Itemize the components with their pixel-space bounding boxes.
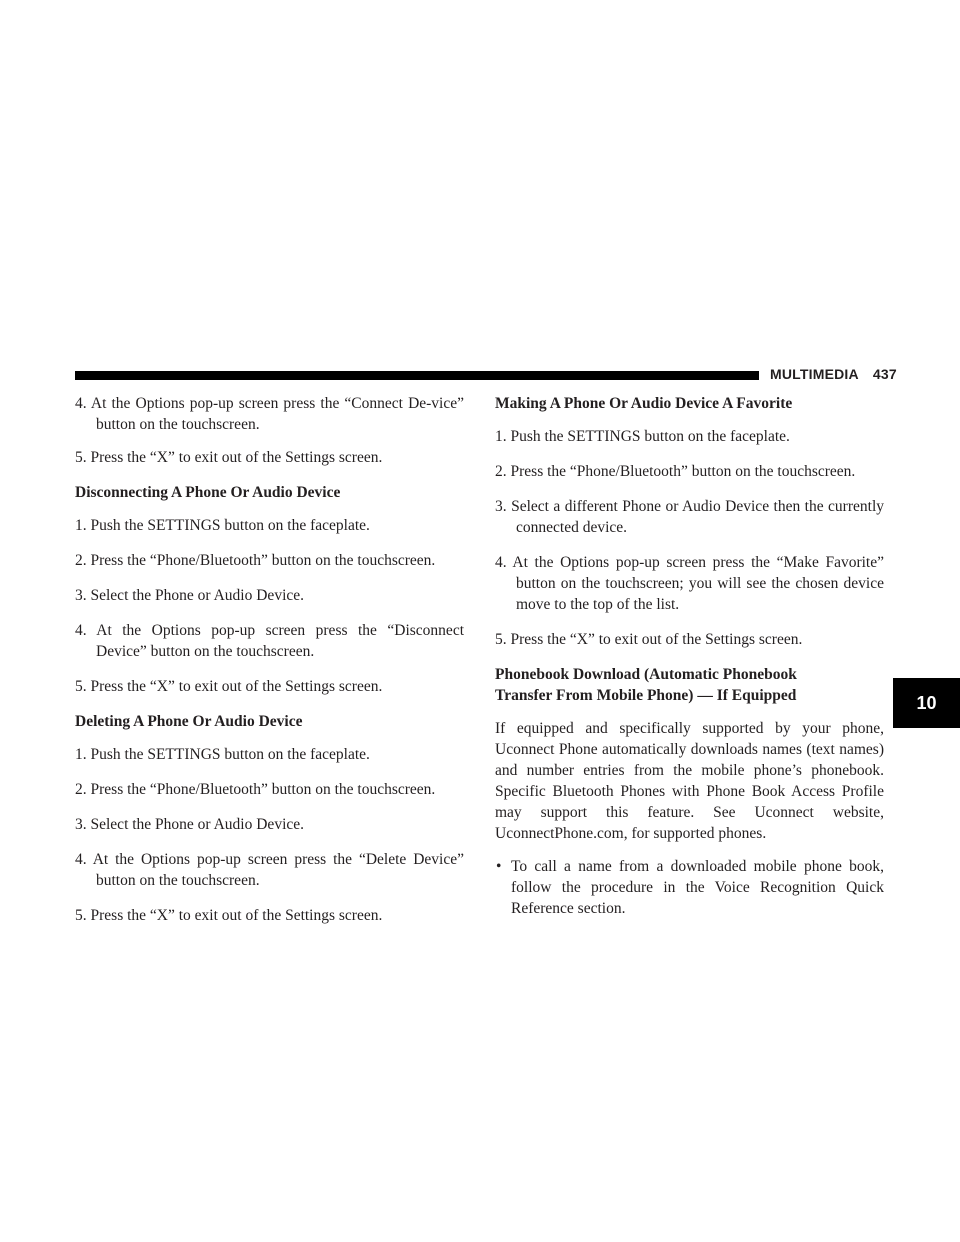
bullet-text: To call a name from a downloaded mobile phone book, follow the procedure in the Voice Recognition Quick Reference section. [511, 858, 884, 917]
list-item: 4. At the Options pop-up screen press the “Make Favorite” button on the touchscreen; you will see the chosen device move to the top of the list. [495, 554, 884, 613]
running-header [770, 366, 897, 382]
list-item: 3. Select the Phone or Audio Device. [75, 816, 305, 833]
section-heading-disconnect: Disconnecting A Phone Or Audio Device [75, 484, 341, 501]
list-item: 1. Push the SETTINGS button on the faceplate. [495, 428, 790, 445]
list-item: 4. At the Options pop-up screen press the “Connect De-vice” button on the touchscreen. [75, 395, 464, 433]
list-item: 5. Press the “X” to exit out of the Settings screen. [495, 631, 803, 648]
section-heading-favorite: Making A Phone Or Audio Device A Favorite [495, 395, 793, 412]
list-item: 2. Press the “Phone/Bluetooth” button on the touchscreen. [75, 781, 436, 798]
list-item: 1. Push the SETTINGS button on the faceplate. [75, 746, 370, 763]
heading-line: Phonebook Download (Automatic Phonebook [495, 666, 797, 683]
list-item: 2. Press the “Phone/Bluetooth” button on the touchscreen. [495, 463, 856, 480]
list-item: 4. At the Options pop-up screen press the “Disconnect Device” button on the touchscreen. [75, 622, 464, 660]
phonebook-paragraph: If equipped and specifically supported by your phone, Uconnect Phone automatically downloads names (text names) and number entries from the mobile phone’s phonebook. Specific Bluetooth Phones with Phone Book Access Profile may support this feature. See Uconnect website, UconnectPhone.com, for supported phones. [495, 720, 884, 842]
section-heading-delete: Deleting A Phone Or Audio Device [75, 713, 303, 730]
right-column [495, 393, 884, 919]
bullet-icon: • [496, 858, 502, 875]
header-rule [75, 371, 759, 380]
bullet-item [495, 856, 884, 919]
list-item: 1. Push the SETTINGS button on the faceplate. [75, 517, 370, 534]
page-number: 437 [872, 366, 897, 382]
list-item: 2. Press the “Phone/Bluetooth” button on the touchscreen. [75, 552, 436, 569]
list-item: 4. At the Options pop-up screen press the “Delete Device” button on the touchscreen. [75, 851, 464, 889]
list-item: 5. Press the “X” to exit out of the Settings screen. [75, 449, 383, 466]
list-item: 5. Press the “X” to exit out of the Settings screen. [75, 907, 383, 924]
left-column [75, 393, 464, 940]
chapter-tab: 10 [893, 678, 960, 728]
list-item: 5. Press the “X” to exit out of the Settings screen. [75, 678, 383, 695]
section-title: MULTIMEDIA [770, 366, 859, 382]
list-item: 3. Select the Phone or Audio Device. [75, 587, 305, 604]
heading-line: Transfer From Mobile Phone) — If Equipped [495, 687, 797, 704]
list-item: 3. Select a different Phone or Audio Device then the currently connected device. [495, 498, 884, 536]
section-heading-phonebook [495, 664, 884, 706]
